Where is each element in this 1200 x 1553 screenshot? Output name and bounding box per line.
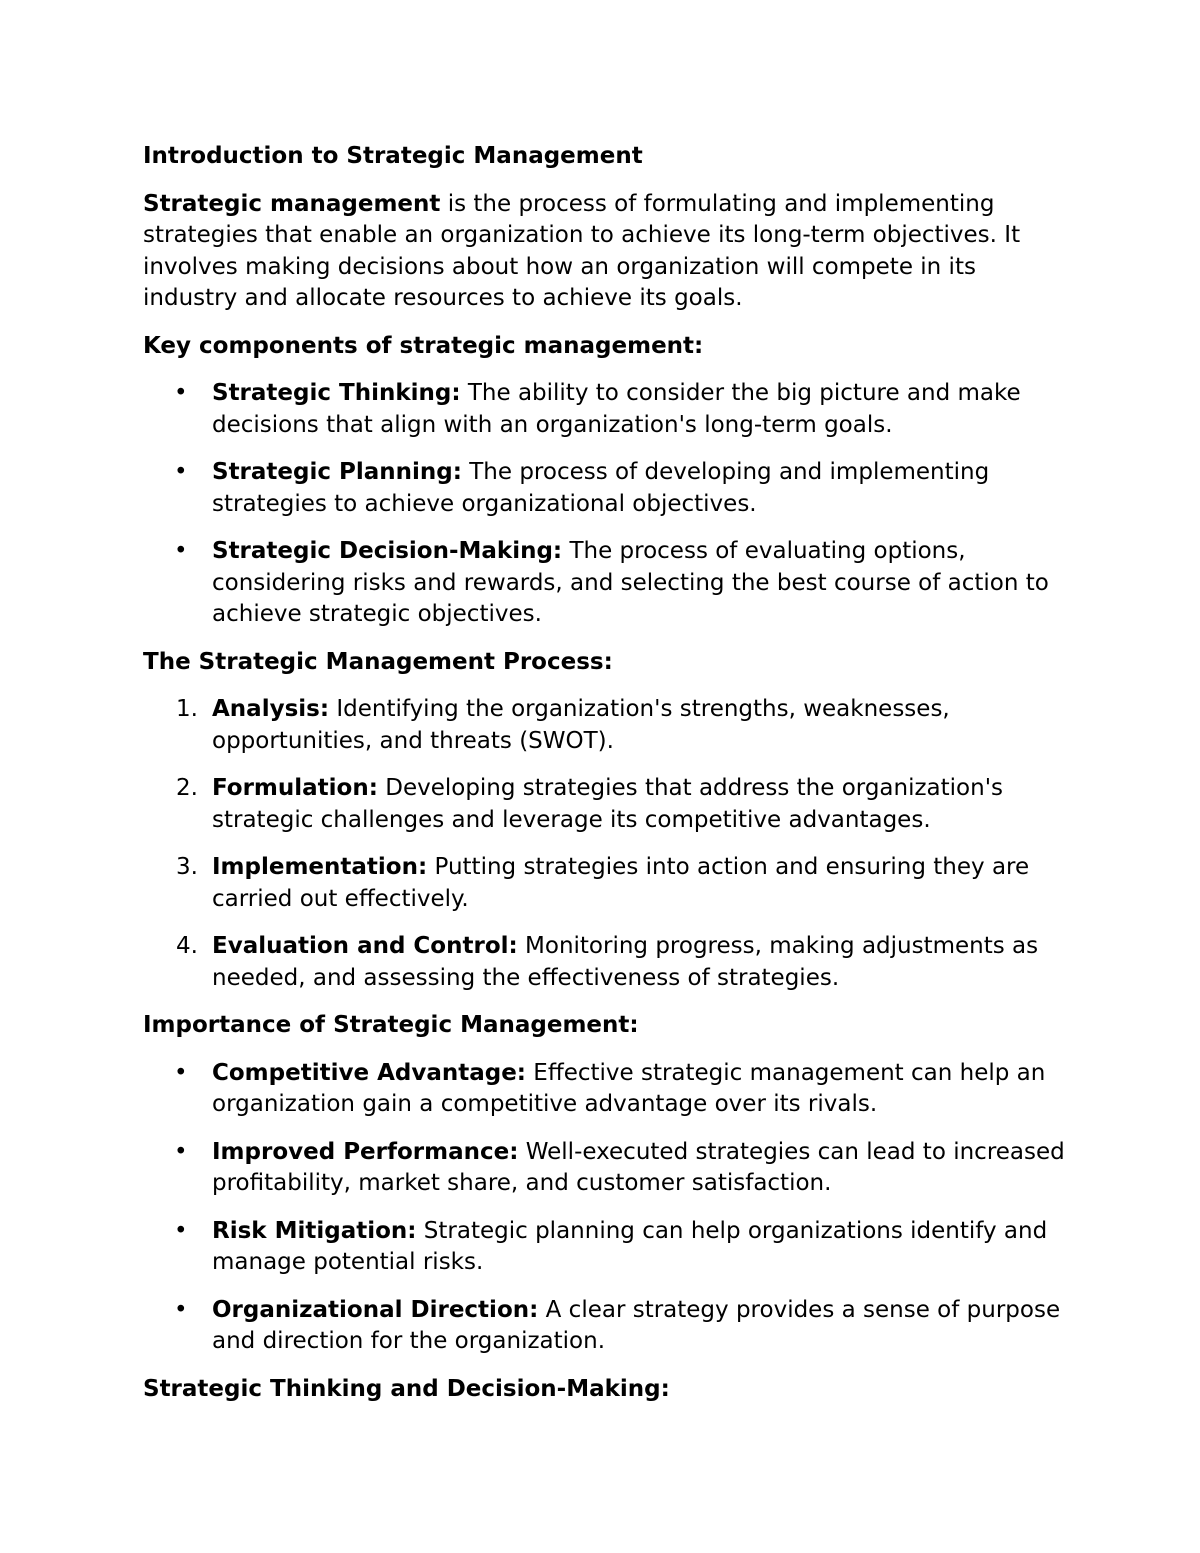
item-number: 1. <box>176 696 198 722</box>
bullet-icon: • <box>174 380 188 406</box>
item-label: Improved Performance: <box>212 1138 519 1165</box>
item-text: A clear strategy provides a sense of purpose and direction for the organization. <box>212 1296 1061 1354</box>
bullet-icon: • <box>174 1059 188 1086</box>
list-item <box>143 931 1073 994</box>
item-text: The process of evaluating options, considering risks and rewards, and selecting the best course of action to achieve strategic objectives. <box>212 538 1049 627</box>
item-label: Competitive Advantage: <box>212 1059 526 1086</box>
item-label: Evaluation and Control: <box>212 933 518 959</box>
bullet-icon: • <box>174 1138 188 1165</box>
list-item <box>143 378 1073 441</box>
intro-paragraph <box>143 189 1073 315</box>
list-item <box>143 1137 1073 1200</box>
item-text: The ability to consider the big picture and make decisions that align with an organization's long-term goals. <box>212 380 1021 438</box>
thinking-heading: Strategic Thinking and Decision-Making: <box>143 1375 670 1402</box>
list-item <box>143 1295 1073 1358</box>
list-item <box>143 773 1073 836</box>
item-label: Formulation: <box>212 775 378 801</box>
bullet-icon: • <box>174 538 188 564</box>
intro-term: Strategic management <box>143 190 441 217</box>
list-item <box>143 1216 1073 1279</box>
list-item <box>143 852 1073 915</box>
components-list <box>143 378 1073 631</box>
bullet-icon: • <box>174 1217 188 1244</box>
item-text: Effective strategic management can help an organization gain a competitive advantage over its rivals. <box>212 1059 1046 1117</box>
list-item <box>143 536 1073 631</box>
item-text: The process of developing and implementing strategies to achieve organizational objectives. <box>212 459 990 517</box>
item-number: 2. <box>176 775 198 801</box>
item-text: Developing strategies that address the organization's strategic challenges and leverage its competitive advantages. <box>212 775 1004 833</box>
process-list <box>143 694 1073 994</box>
item-label: Strategic Planning: <box>212 459 462 485</box>
process-heading: The Strategic Management Process: <box>143 648 613 675</box>
bullet-icon: • <box>174 459 188 485</box>
item-text: Identifying the organization's strengths, weaknesses, opportunities, and threats (SWOT). <box>212 696 950 754</box>
item-number: 4. <box>176 933 198 959</box>
item-number: 3. <box>176 854 198 880</box>
item-label: Analysis: <box>212 696 330 722</box>
item-label: Strategic Thinking: <box>212 380 461 406</box>
intro-text: is the process of formulating and implementing strategies that enable an organization to achieve its long-term objectives. It involves making decisions about how an organization will compete in its industry and allocate resources to achieve its goals. <box>143 190 1021 311</box>
list-item <box>143 457 1073 520</box>
item-label: Organizational Direction: <box>212 1296 539 1323</box>
item-text: Well-executed strategies can lead to increased profitability, market share, and customer satisfaction. <box>212 1138 1065 1196</box>
list-item <box>143 694 1073 757</box>
components-heading: Key components of strategic management: <box>143 332 704 359</box>
item-text: Strategic planning can help organizations identify and manage potential risks. <box>212 1217 1048 1275</box>
item-label: Implementation: <box>212 854 428 880</box>
document-page <box>143 141 1073 1421</box>
item-label: Risk Mitigation: <box>212 1217 417 1244</box>
importance-list <box>143 1058 1073 1358</box>
bullet-icon: • <box>174 1296 188 1323</box>
item-text: Putting strategies into action and ensuring they are carried out effectively. <box>212 854 1030 912</box>
importance-heading: Importance of Strategic Management: <box>143 1012 639 1038</box>
item-text: Monitoring progress, making adjustments as needed, and assessing the effectiveness of strategies. <box>212 933 1039 991</box>
list-item <box>143 1058 1073 1121</box>
document-title: Introduction to Strategic Management <box>143 143 643 169</box>
item-label: Strategic Decision-Making: <box>212 538 563 564</box>
